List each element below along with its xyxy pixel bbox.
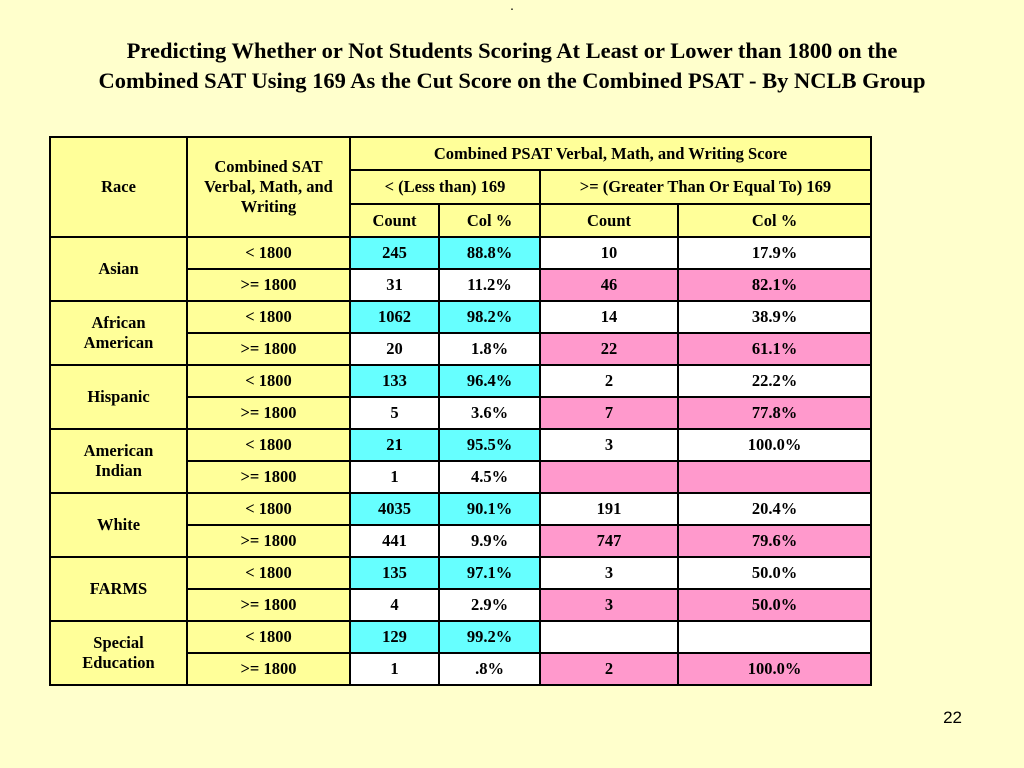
- group-name-white: White: [50, 493, 187, 557]
- less-count: 1: [350, 653, 439, 685]
- group-name-farms: FARMS: [50, 557, 187, 621]
- less-colpct: 11.2%: [439, 269, 540, 301]
- less-colpct: 90.1%: [439, 493, 540, 525]
- header-race: Race: [50, 137, 187, 237]
- less-colpct: 98.2%: [439, 301, 540, 333]
- less-colpct: 9.9%: [439, 525, 540, 557]
- header-less-than-169: < (Less than) 169: [350, 170, 540, 204]
- greater-colpct: 77.8%: [678, 397, 871, 429]
- sat-band: >= 1800: [187, 525, 350, 557]
- less-colpct: 95.5%: [439, 429, 540, 461]
- page-number: 22: [943, 708, 962, 727]
- sat-band: >= 1800: [187, 653, 350, 685]
- group-name-hispanic: Hispanic: [50, 365, 187, 429]
- less-colpct: .8%: [439, 653, 540, 685]
- less-colpct: 96.4%: [439, 365, 540, 397]
- header-count-less: Count: [350, 204, 439, 237]
- greater-colpct: [678, 621, 871, 653]
- greater-colpct: 50.0%: [678, 589, 871, 621]
- table-row: [50, 557, 871, 589]
- greater-colpct: 82.1%: [678, 269, 871, 301]
- greater-count: [540, 621, 678, 653]
- greater-count: 3: [540, 589, 678, 621]
- less-colpct: 3.6%: [439, 397, 540, 429]
- greater-colpct: [678, 461, 871, 493]
- less-count: 245: [350, 237, 439, 269]
- less-colpct: 4.5%: [439, 461, 540, 493]
- group-name-special-education: Special Education: [50, 621, 187, 685]
- less-count: 4: [350, 589, 439, 621]
- table-row: [50, 301, 871, 333]
- less-count: 31: [350, 269, 439, 301]
- greater-colpct: 50.0%: [678, 557, 871, 589]
- sat-band: < 1800: [187, 301, 350, 333]
- less-count: 1: [350, 461, 439, 493]
- greater-count: 191: [540, 493, 678, 525]
- less-count: 20: [350, 333, 439, 365]
- header-colpct-less: Col %: [439, 204, 540, 237]
- less-count: 133: [350, 365, 439, 397]
- less-count: 129: [350, 621, 439, 653]
- less-count: 1062: [350, 301, 439, 333]
- table-row: [50, 493, 871, 525]
- sat-band: < 1800: [187, 493, 350, 525]
- sat-band: < 1800: [187, 557, 350, 589]
- sat-band: >= 1800: [187, 269, 350, 301]
- greater-colpct: 100.0%: [678, 429, 871, 461]
- greater-count: 2: [540, 653, 678, 685]
- header-combined-psat: Combined PSAT Verbal, Math, and Writing Score: [350, 137, 871, 170]
- greater-colpct: 20.4%: [678, 493, 871, 525]
- sat-band: < 1800: [187, 429, 350, 461]
- greater-colpct: 17.9%: [678, 237, 871, 269]
- greater-count: 2: [540, 365, 678, 397]
- table-row: [50, 237, 871, 269]
- less-colpct: 2.9%: [439, 589, 540, 621]
- group-name-asian: Asian: [50, 237, 187, 301]
- less-count: 5: [350, 397, 439, 429]
- greater-colpct: 100.0%: [678, 653, 871, 685]
- greater-count: 10: [540, 237, 678, 269]
- greater-count: [540, 461, 678, 493]
- sat-band: >= 1800: [187, 461, 350, 493]
- greater-count: 14: [540, 301, 678, 333]
- less-count: 135: [350, 557, 439, 589]
- group-name-american-indian: American Indian: [50, 429, 187, 493]
- less-count: 441: [350, 525, 439, 557]
- less-colpct: 1.8%: [439, 333, 540, 365]
- greater-count: 3: [540, 429, 678, 461]
- less-colpct: 88.8%: [439, 237, 540, 269]
- header-greater-equal-169: >= (Greater Than Or Equal To) 169: [540, 170, 871, 204]
- sat-band: < 1800: [187, 621, 350, 653]
- greater-colpct: 22.2%: [678, 365, 871, 397]
- less-count: 21: [350, 429, 439, 461]
- greater-count: 22: [540, 333, 678, 365]
- title-dot: .: [510, 0, 514, 14]
- greater-colpct: 79.6%: [678, 525, 871, 557]
- sat-band: >= 1800: [187, 333, 350, 365]
- slide-title: [0, 36, 1024, 96]
- greater-colpct: 61.1%: [678, 333, 871, 365]
- header-colpct-greater: Col %: [678, 204, 871, 237]
- title-line-1: Predicting Whether or Not Students Scoring At Least or Lower than 1800 on the: [126, 38, 898, 63]
- sat-band: < 1800: [187, 365, 350, 397]
- greater-count: 46: [540, 269, 678, 301]
- less-colpct: 99.2%: [439, 621, 540, 653]
- table-row: [50, 365, 871, 397]
- greater-count: 3: [540, 557, 678, 589]
- table-row: [50, 621, 871, 653]
- sat-band: >= 1800: [187, 397, 350, 429]
- header-count-greater: Count: [540, 204, 678, 237]
- less-count: 4035: [350, 493, 439, 525]
- group-name-african-american: African American: [50, 301, 187, 365]
- greater-colpct: 38.9%: [678, 301, 871, 333]
- results-table: [49, 136, 872, 686]
- less-colpct: 97.1%: [439, 557, 540, 589]
- sat-band: >= 1800: [187, 589, 350, 621]
- greater-count: 747: [540, 525, 678, 557]
- sat-band: < 1800: [187, 237, 350, 269]
- table-row: [50, 429, 871, 461]
- header-combined-sat: Combined SAT Verbal, Math, and Writing: [187, 137, 350, 237]
- greater-count: 7: [540, 397, 678, 429]
- title-line-2: Combined SAT Using 169 As the Cut Score on the Combined PSAT - By NCLB Group: [98, 68, 926, 93]
